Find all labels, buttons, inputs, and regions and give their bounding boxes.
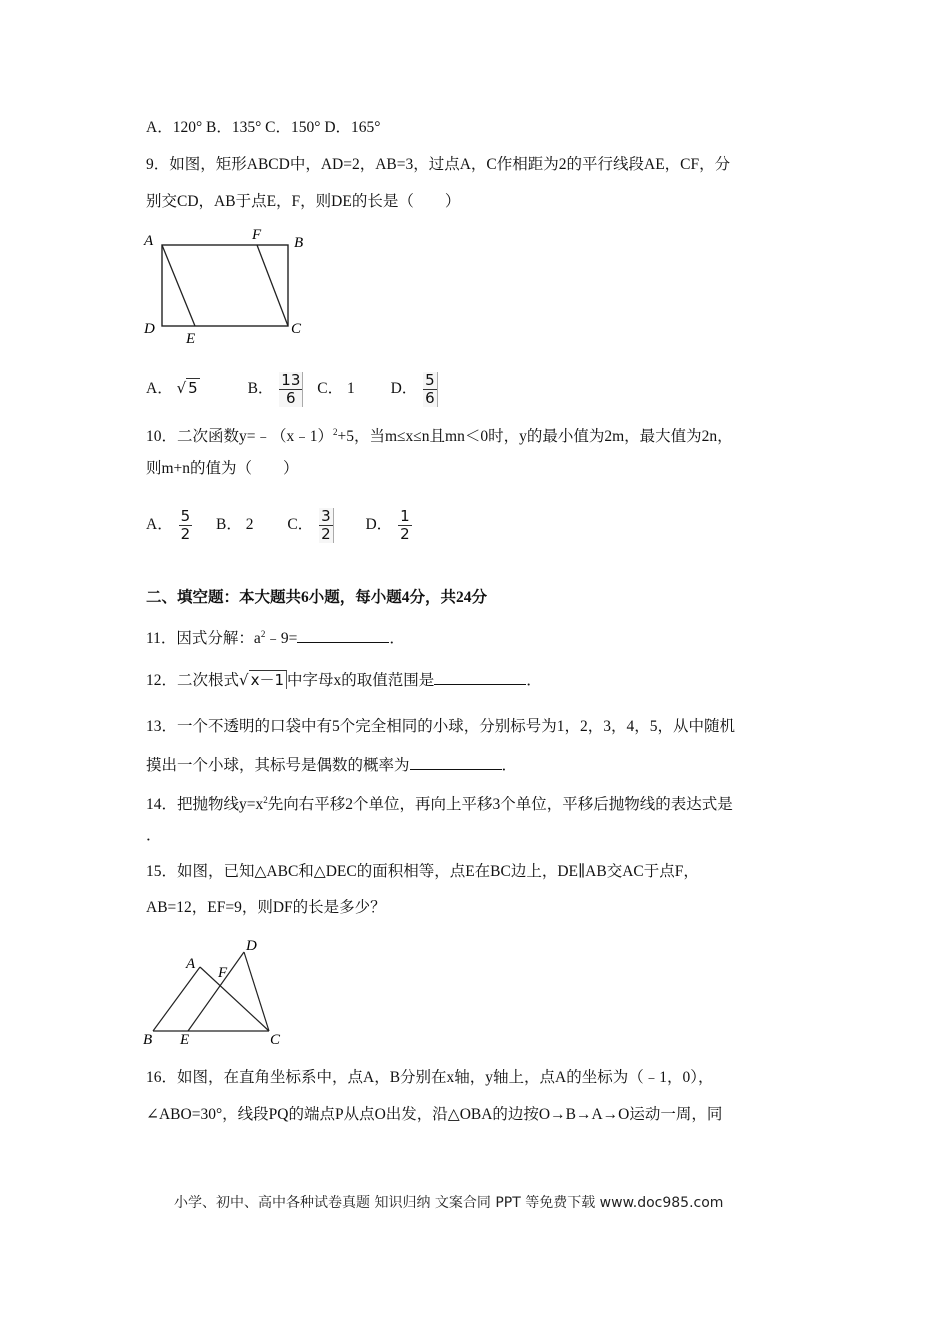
sqrt-expression: √ x－1 (239, 670, 287, 690)
q9-label-C: C (291, 321, 302, 337)
option-label: A． (146, 380, 173, 398)
q10-text-line2: 则m+n的值为（ ） (146, 460, 299, 477)
sqrt-expression: √ 5 (176, 379, 198, 398)
q14-text (146, 790, 733, 815)
q15-label-C: C (270, 1032, 281, 1048)
option-label: A． (146, 516, 173, 534)
q10-text-line1 (146, 422, 733, 447)
q12-text (146, 670, 542, 691)
q9-text-line1: 9．如图，矩形ABCD中，AD=2，AB=3，过点A，C作相距为2的平行线段AE，CF，分 (146, 156, 731, 173)
text: ﹣9= (265, 630, 298, 647)
q15-text-line2: AB=12，EF=9，则DF的长是多少？ (146, 899, 386, 916)
q9-option-d (391, 372, 440, 407)
option-label: B． (247, 380, 274, 398)
fraction (319, 508, 334, 543)
q9-option-b (248, 372, 306, 407)
text: ． (389, 630, 405, 647)
text: 中字母x的取值范围是 (287, 672, 435, 689)
q10-option-c (287, 508, 335, 543)
fraction (279, 372, 303, 407)
q15-label-F: F (218, 965, 228, 981)
q9-option-c (317, 379, 354, 399)
option-label: B． (216, 516, 242, 534)
fraction (179, 508, 193, 543)
fraction (423, 372, 438, 407)
q13-text-line1: 13．一个不透明的口袋中有5个完全相同的小球，分别标号为1，2，3，4，5，从中随机 (146, 718, 736, 735)
text: ． (501, 757, 518, 774)
q9-options (146, 372, 440, 407)
q15-text-line1: 15．如图，已知△ABC和△DEC的面积相等，点E在BC边上，DE∥AB交AC于点F， (146, 863, 699, 880)
option-value: 1 (346, 380, 355, 398)
q9-option-a (146, 378, 200, 399)
superscript: 2 (333, 427, 338, 437)
text: 11．因式分解：a (146, 630, 261, 647)
page-footer: 小学、初中、高中各种试卷真题 知识归纳 文案合同 PPT 等免费下载 www.doc985.com (174, 1195, 724, 1211)
radicand: 5 (188, 379, 198, 398)
q9-label-F: F (252, 227, 262, 243)
superscript: 2 (260, 629, 266, 639)
q11-text (146, 624, 405, 649)
q16-text-line1: 16．如图，在直角坐标系中，点A，B分别在x轴，y轴上，点A的坐标为（﹣1，0）， (146, 1069, 714, 1086)
q15-label-A: A (186, 956, 196, 972)
answer-blank[interactable] (410, 755, 502, 770)
option-value: 2 (245, 516, 254, 534)
numerator: 3 (321, 507, 331, 525)
q9-label-A: A (144, 233, 154, 249)
text: 先向右平移2个单位，再向上平移3个单位，平移后抛物线的表达式是 (267, 796, 733, 813)
q10-option-a (146, 508, 194, 543)
text: 12．二次根式 (146, 672, 240, 689)
numerator: 5 (180, 507, 191, 525)
text: 摸出一个小球，其标号是偶数的概率为 (146, 757, 410, 774)
denominator: 6 (286, 389, 296, 407)
q14-text-line2: ． (146, 827, 162, 844)
numerator: 5 (425, 371, 435, 389)
q9-label-E: E (186, 331, 196, 347)
denominator: 2 (321, 525, 331, 543)
denominator: 2 (400, 525, 410, 543)
q13-text-line2 (146, 755, 517, 776)
q9-rectangle-figure (140, 225, 315, 350)
section-title: 二、填空题：本大题共6小题，每小题4分，共24分 (146, 589, 488, 606)
radicand: x－1 (249, 670, 287, 689)
text: ． (526, 672, 542, 689)
q15-label-E: E (180, 1032, 190, 1048)
q15-label-D: D (246, 938, 257, 954)
text: 14．把抛物线y=x (146, 796, 264, 813)
text: +5，当m≤x≤n且mn＜0时，y的最小值为2m，最大值为2n， (337, 428, 733, 445)
answer-blank[interactable] (434, 670, 526, 685)
q16-text-line2: ∠ABO=30°，线段PQ的端点P从点O出发，沿△OBA的边按O→B→A→O运动一周，同 (146, 1106, 723, 1123)
numerator: 1 (400, 507, 410, 525)
fraction (398, 508, 412, 543)
q9-label-B: B (294, 235, 304, 251)
option-label: C． (287, 516, 314, 534)
q15-triangle-figure (138, 932, 298, 1050)
superscript: 2 (263, 795, 268, 805)
q9-text-line2: 别交CD，AB于点E，F，则DE的长是（ ） (146, 193, 461, 210)
denominator: 2 (180, 525, 191, 543)
text: 10．二次函数y=﹣（x﹣1） (146, 428, 333, 445)
option-label: D． (365, 516, 393, 534)
q9-label-D: D (144, 321, 155, 337)
q15-label-B: B (143, 1032, 153, 1048)
q10-option-d (365, 508, 413, 543)
q10-options (146, 508, 414, 543)
q8-options: A．120° B．135° C．150° D．165° (146, 119, 381, 136)
q10-option-b (216, 515, 253, 535)
denominator: 6 (425, 389, 435, 407)
option-label: C． (317, 380, 344, 398)
option-label: D． (390, 380, 418, 398)
answer-blank[interactable] (297, 628, 389, 643)
numerator: 13 (281, 371, 301, 389)
